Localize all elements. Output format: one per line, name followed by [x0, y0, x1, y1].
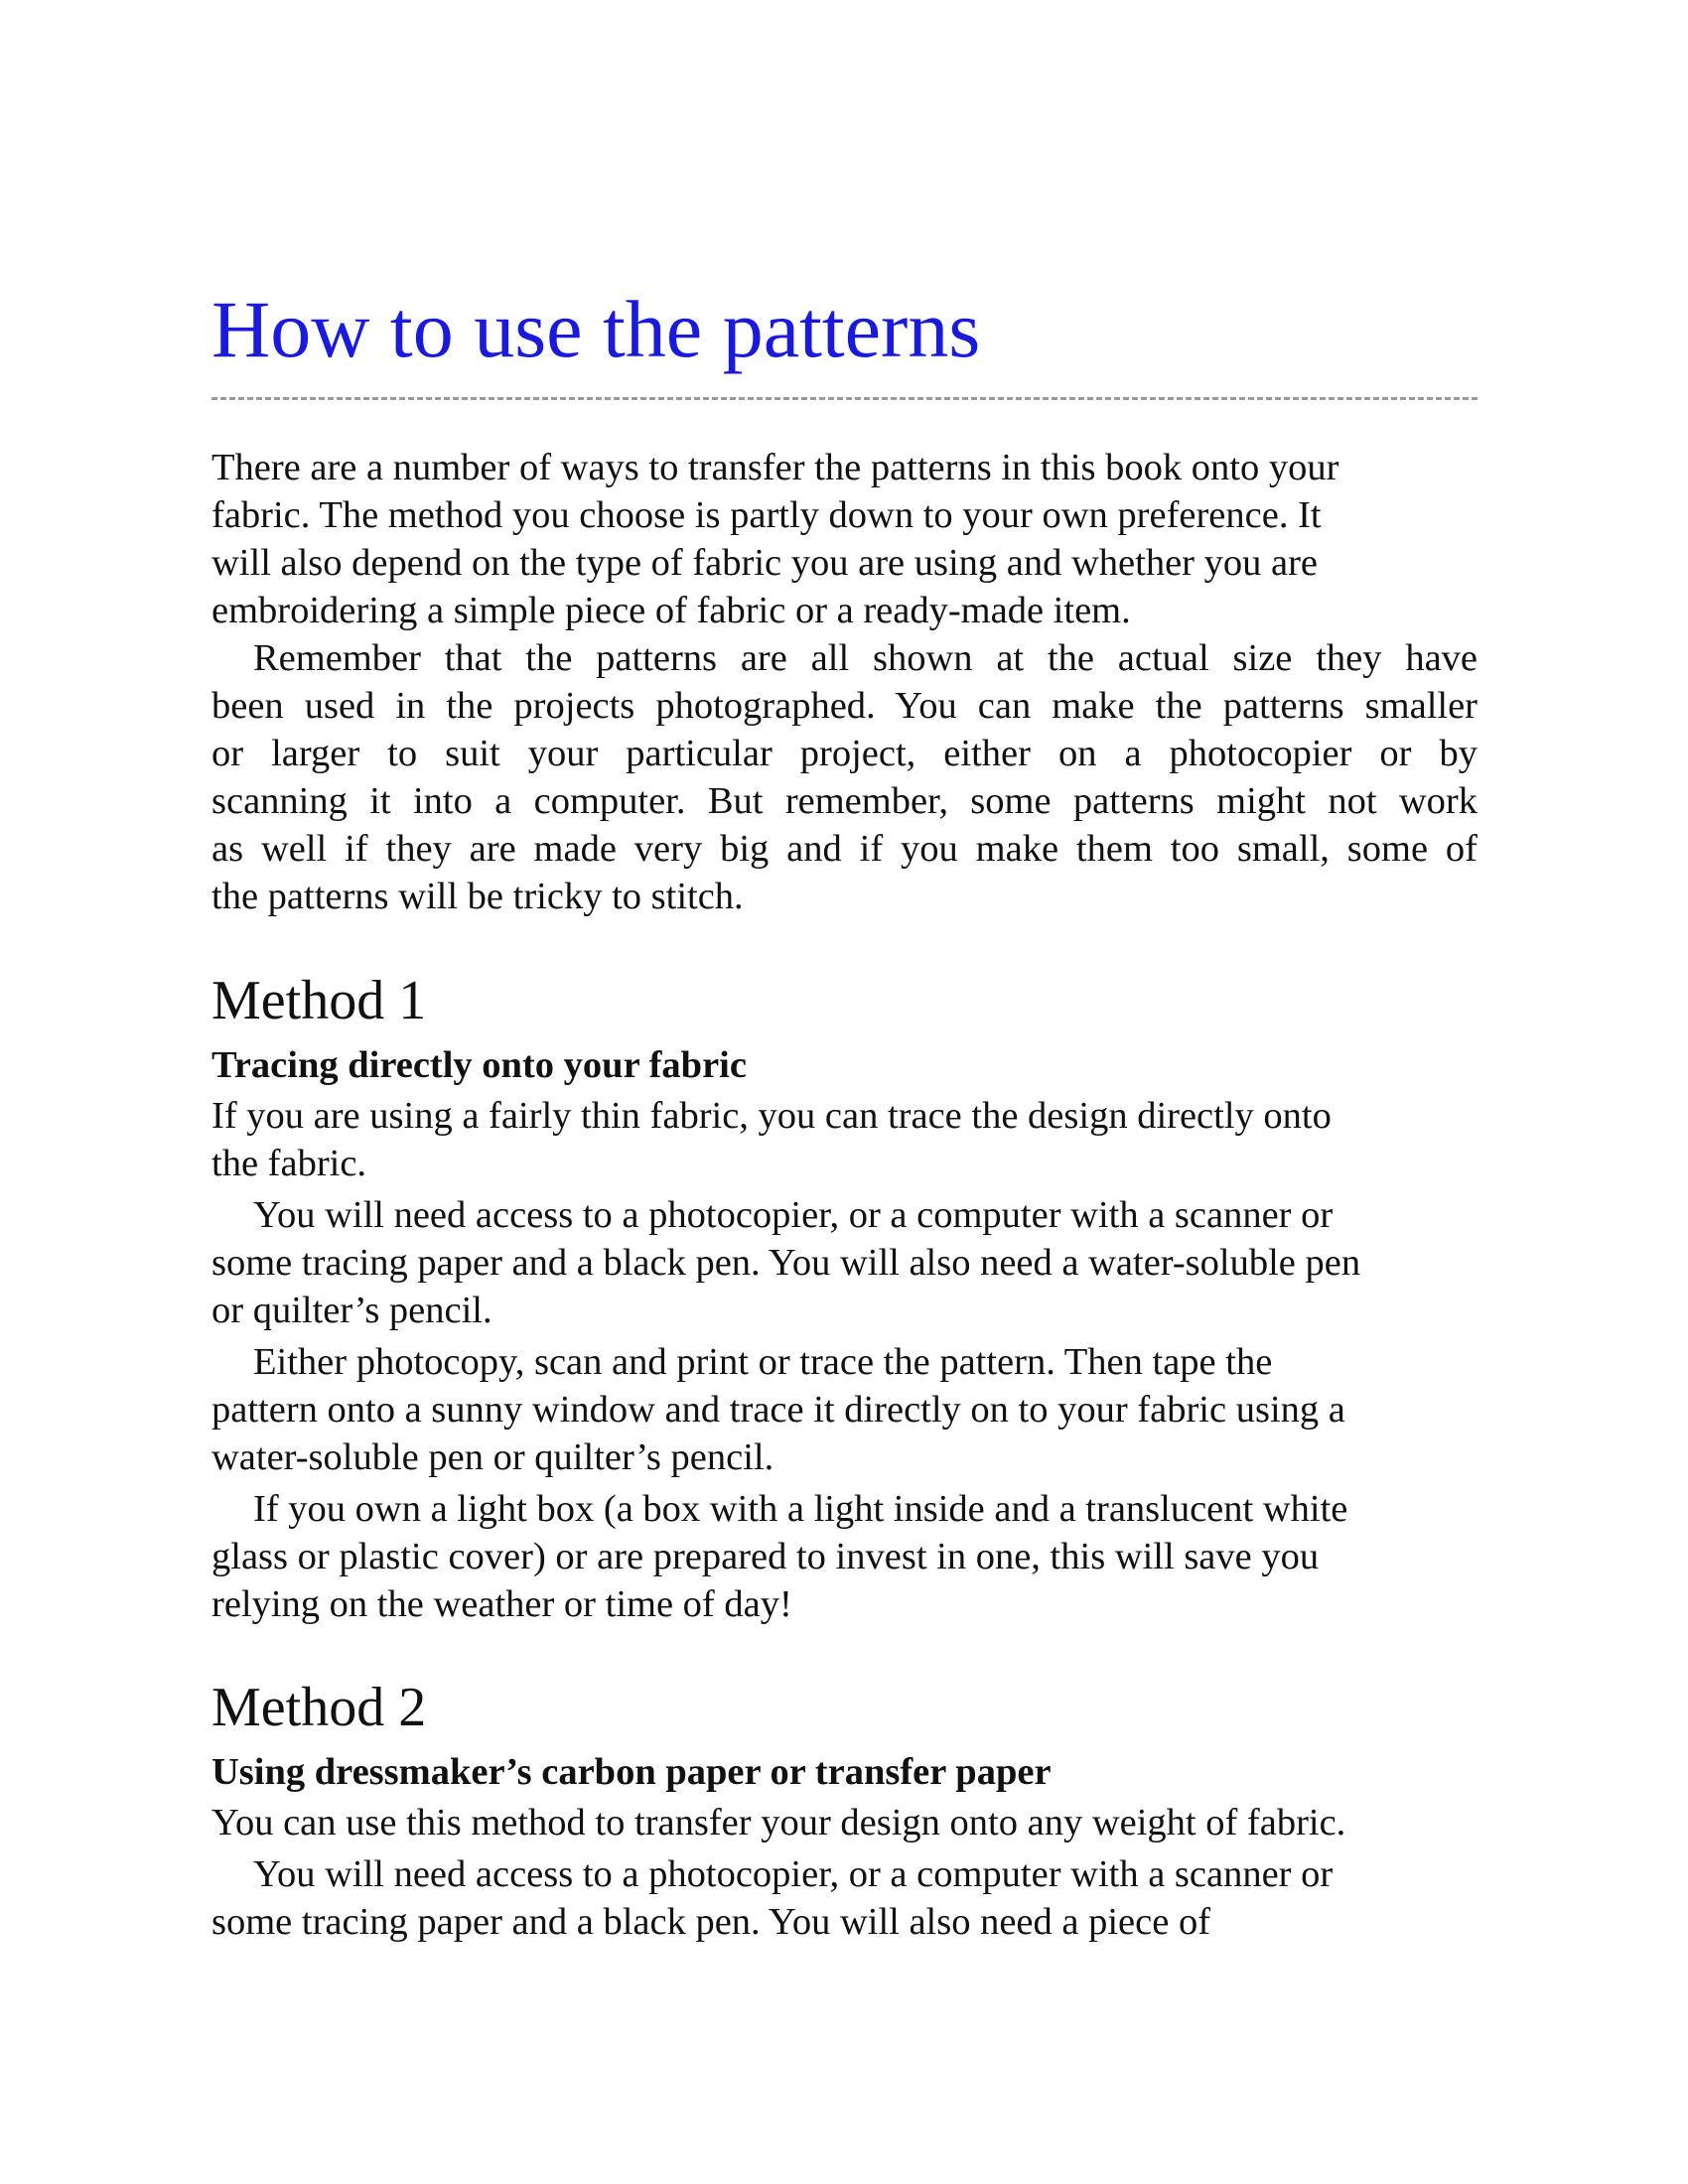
text-line: as well if they are made very big and if you make them too small, some of	[211, 828, 1477, 870]
text-line: If you are using a fairly thin fabric, you can trace the design directly onto	[211, 1095, 1332, 1137]
text-line: the patterns will be tricky to stitch.	[211, 876, 744, 917]
text-line: There are a number of ways to transfer the patterns in this book onto your	[211, 447, 1339, 488]
text-line: water-soluble pen or quilter’s pencil.	[211, 1436, 774, 1478]
text-line: pattern onto a sunny window and trace it directly on to your fabric using a	[211, 1389, 1345, 1431]
title-divider	[211, 397, 1477, 400]
method-2-heading: Method 2	[211, 1677, 427, 1738]
method-1-paragraph-4	[211, 1485, 1477, 1628]
intro-paragraph-1	[211, 444, 1477, 634]
text-line: If you own a light box (a box with a light inside and a translucent white	[253, 1488, 1348, 1530]
text-line: scanning it into a computer. But remember, some patterns might not work	[211, 780, 1477, 822]
text-line: You will need access to a photocopier, or a computer with a scanner or	[253, 1194, 1334, 1236]
text-line: embroidering a simple piece of fabric or a ready-made item.	[211, 590, 1131, 631]
text-line: You will need access to a photocopier, or a computer with a scanner or	[253, 1853, 1334, 1895]
intro-paragraph-2	[211, 634, 1477, 920]
text-line: or quilter’s pencil.	[211, 1290, 492, 1331]
text-line: Either photocopy, scan and print or trace the pattern. Then tape the	[253, 1341, 1273, 1383]
text-line: glass or plastic cover) or are prepared to invest in one, this will save you	[211, 1536, 1320, 1577]
method-2-paragraph-2	[211, 1850, 1477, 1946]
text-line: or larger to suit your particular project, either on a photocopier or by	[211, 733, 1477, 774]
text-line: been used in the projects photographed. You can make the patterns smaller	[211, 685, 1477, 727]
method-1-subheading: Tracing directly onto your fabric	[211, 1044, 747, 1086]
text-line: will also depend on the type of fabric you are using and whether you are	[211, 542, 1318, 584]
text-line: some tracing paper and a black pen. You will also need a water-soluble pen	[211, 1242, 1361, 1284]
method-2-subheading: Using dressmaker’s carbon paper or transfer paper	[211, 1751, 1052, 1793]
method-2-paragraph-1	[211, 1799, 1477, 1846]
text-line: the fabric.	[211, 1143, 367, 1184]
text-line: relying on the weather or time of day!	[211, 1583, 792, 1625]
method-1-heading: Method 1	[211, 970, 427, 1031]
method-1-paragraph-1	[211, 1092, 1477, 1187]
page-title: How to use the patterns	[211, 284, 981, 374]
text-line: some tracing paper and a black pen. You will also need a piece of	[211, 1901, 1211, 1943]
method-1-paragraph-2	[211, 1191, 1477, 1334]
text-line: You can use this method to transfer your design onto any weight of fabric.	[211, 1802, 1346, 1843]
text-line: Remember that the patterns are all shown at the actual size they have	[253, 637, 1477, 679]
text-line: fabric. The method you choose is partly down to your own preference. It	[211, 494, 1322, 536]
method-1-paragraph-3	[211, 1338, 1477, 1481]
